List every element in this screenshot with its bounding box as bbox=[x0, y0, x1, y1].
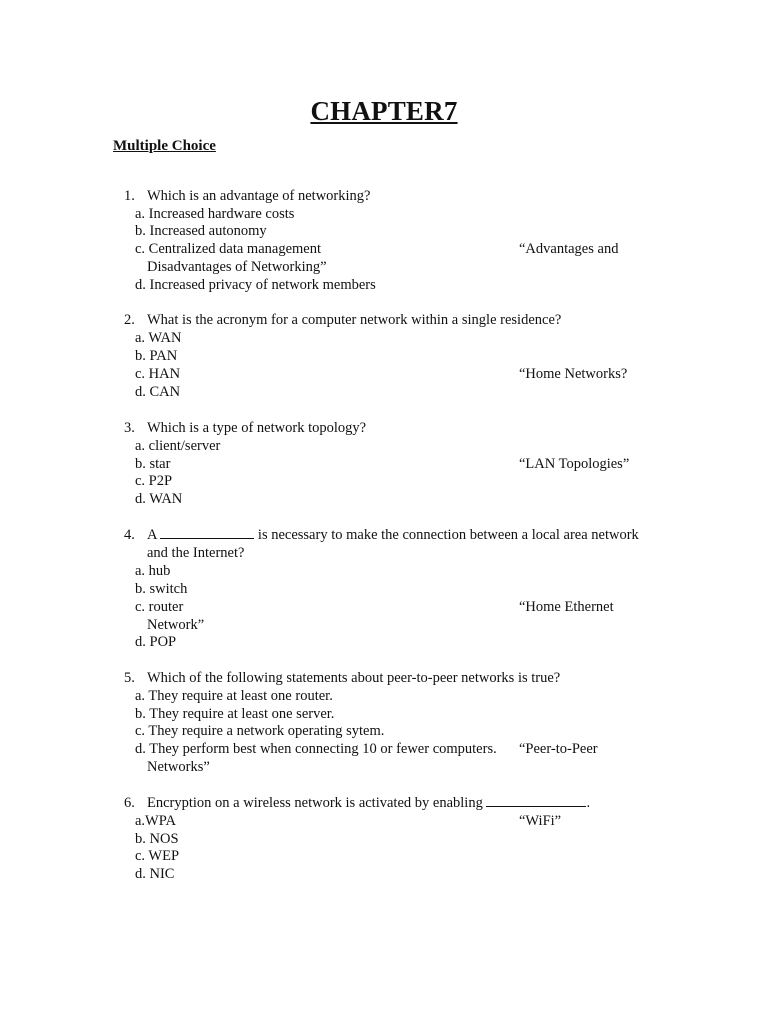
chapter-title: CHAPTER7 bbox=[310, 96, 458, 126]
reference-note: “WiFi” bbox=[519, 813, 562, 829]
question-text: What is the acronym for a computer network within a single residence? bbox=[147, 312, 562, 328]
question-number: 2. bbox=[124, 312, 135, 328]
question-number: 1. bbox=[124, 188, 135, 204]
option: b. star bbox=[135, 456, 171, 472]
question-text-start: Encryption on a wireless network is activated by enabling bbox=[147, 795, 483, 811]
reference-note-continued: Network” bbox=[147, 617, 205, 633]
option: d. They perform best when connecting 10 or fewer computers. bbox=[135, 741, 497, 757]
question-text-continued: and the Internet? bbox=[147, 545, 245, 561]
option: c. HAN bbox=[135, 366, 181, 382]
option: a. hub bbox=[135, 563, 171, 579]
question-text bbox=[147, 794, 590, 812]
option: a.WPA bbox=[135, 813, 176, 829]
reference-note: “Home Networks? bbox=[519, 366, 628, 382]
option: a. client/server bbox=[135, 438, 221, 454]
option: c. P2P bbox=[135, 473, 173, 489]
option: a. WAN bbox=[135, 330, 182, 346]
fill-in-blank bbox=[486, 794, 586, 807]
question-text-end: . bbox=[586, 795, 591, 811]
option: c. WEP bbox=[135, 848, 180, 864]
option: c. router bbox=[135, 599, 184, 615]
question-text: Which is a type of network topology? bbox=[147, 420, 367, 436]
option: a. Increased hardware costs bbox=[135, 206, 295, 222]
option: b. They require at least one server. bbox=[135, 706, 335, 722]
option: d. WAN bbox=[135, 491, 183, 507]
option: d. POP bbox=[135, 634, 177, 650]
option: b. Increased autonomy bbox=[135, 223, 267, 239]
option: b. switch bbox=[135, 581, 188, 597]
reference-note-continued: Disadvantages of Networking” bbox=[147, 259, 327, 275]
question-number: 4. bbox=[124, 527, 135, 543]
fill-in-blank bbox=[160, 526, 254, 539]
option: d. Increased privacy of network members bbox=[135, 277, 376, 293]
question-text: Which of the following statements about peer-to-peer networks is true? bbox=[147, 670, 561, 686]
question-text-end: is necessary to make the connection between a local area network bbox=[257, 527, 639, 543]
option: c. Centralized data management bbox=[135, 241, 321, 257]
option: d. NIC bbox=[135, 866, 175, 882]
reference-note: “Peer-to-Peer bbox=[519, 741, 598, 757]
option: b. PAN bbox=[135, 348, 178, 364]
question-number: 6. bbox=[124, 795, 135, 811]
reference-note-continued: Networks” bbox=[147, 759, 210, 775]
option: a. They require at least one router. bbox=[135, 688, 333, 704]
question-number: 3. bbox=[124, 420, 135, 436]
question-text: Which is an advantage of networking? bbox=[147, 188, 371, 204]
reference-note: “LAN Topologies” bbox=[519, 456, 630, 472]
reference-note: “Advantages and bbox=[519, 241, 619, 257]
question-number: 5. bbox=[124, 670, 135, 686]
option: b. NOS bbox=[135, 831, 179, 847]
question-text-start: A bbox=[147, 527, 157, 543]
reference-note: “Home Ethernet bbox=[519, 599, 614, 615]
question-text bbox=[147, 526, 639, 544]
section-heading: Multiple Choice bbox=[113, 138, 216, 154]
option: d. CAN bbox=[135, 384, 181, 400]
option: c. They require a network operating sytem. bbox=[135, 723, 385, 739]
